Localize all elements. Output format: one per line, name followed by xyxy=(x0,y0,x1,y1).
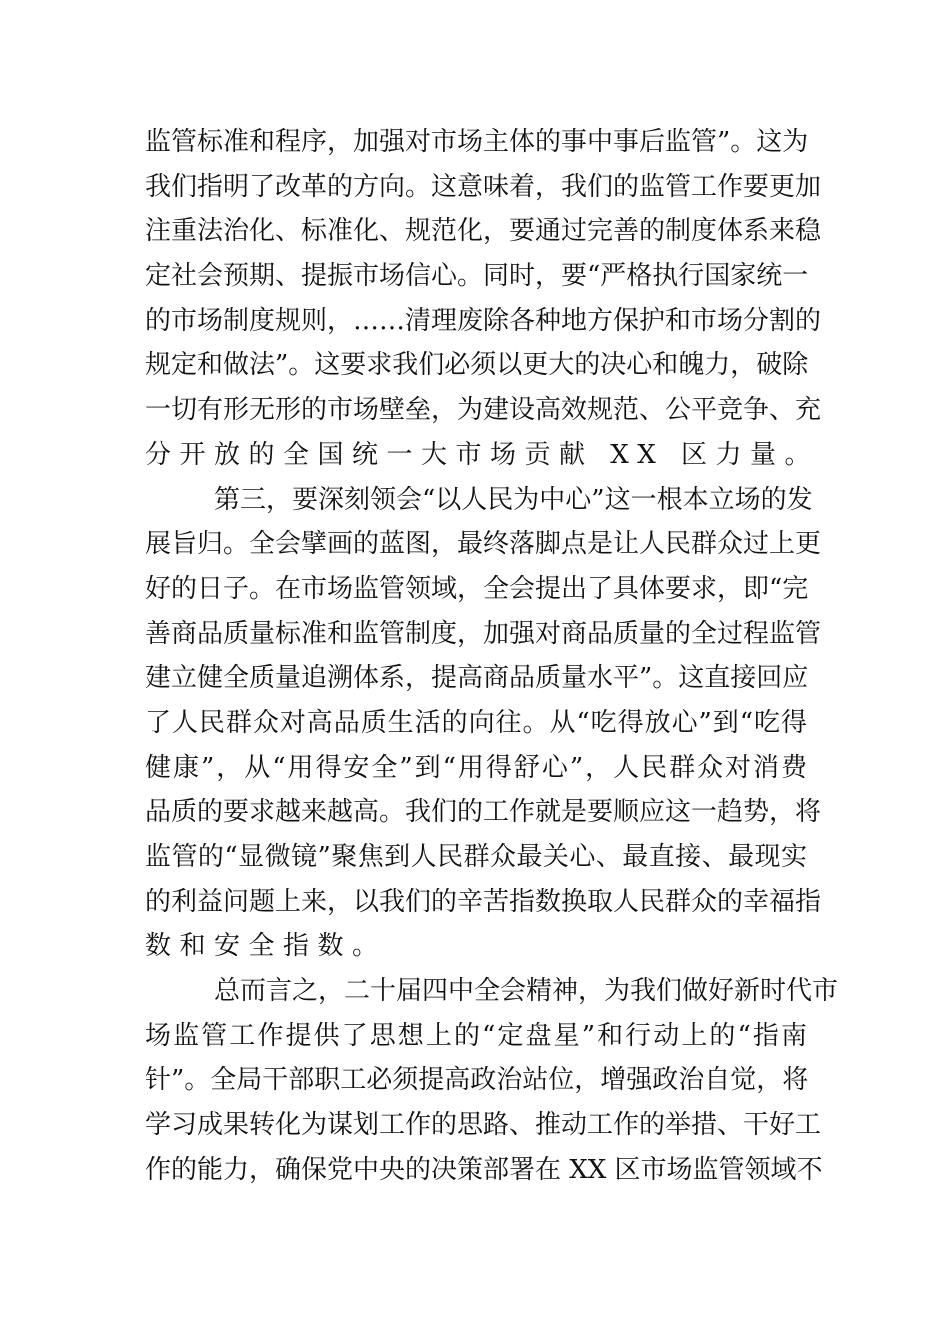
paragraph-people-centered xyxy=(145,478,822,970)
text-line: 总而言之，二十届四中全会精神，为我们做好新时代市 xyxy=(214,976,839,1007)
text-line: 规定和做法”。这要求我们必须以更大的决心和魄力，破除 xyxy=(145,350,809,381)
text-line: 数和安全指数。 xyxy=(145,931,387,962)
text-line: 展旨归。全会擘画的蓝图，最终落脚点是让人民群众过上更 xyxy=(145,529,822,560)
text-line: 的利益问题上来，以我们的辛苦指数换取人民群众的幸福指 xyxy=(145,886,822,917)
text-line: 针”。全局干部职工必须提高政治站位，增强政治自觉，将 xyxy=(145,1065,809,1096)
text-line: 建立健全质量追溯体系，提高商品质量水平”。这直接回应 xyxy=(145,663,809,694)
text-line: 我们指明了改革的方向。这意味着，我们的监管工作要更加 xyxy=(145,171,822,202)
text-line: 善商品质量标准和监管制度，加强对商品质量的全过程监管 xyxy=(145,618,822,649)
text-line: 分开放的全国统一大市场贡献 XX 区力量。 xyxy=(145,439,820,470)
text-line: 好的日子。在市场监管领域，全会提出了具体要求，即“完 xyxy=(145,573,809,604)
text-line: 的市场制度规则，……清理废除各种地方保护和市场分割的 xyxy=(145,305,822,336)
text-line: 监管的“显微镜”聚焦到人民群众最关心、最直接、最现实 xyxy=(145,842,807,872)
paragraph-conclusion xyxy=(145,969,839,1192)
text-line: 健康”，从“用得安全”到“用得舒心”，人民群众对消费 xyxy=(145,752,807,783)
text-line: 作的能力，确保党中央的决策部署在 XX 区市场监管领域不 xyxy=(145,1154,823,1185)
text-line: 注重法治化、标准化、规范化，要通过完善的制度体系来稳 xyxy=(145,216,822,247)
paragraph-market-rules xyxy=(145,120,822,478)
text-line: 监管标准和程序，加强对市场主体的事中事后监管”。这为 xyxy=(145,127,809,157)
text-line: 学习成果转化为谋划工作的思路、推动工作的举措、干好工 xyxy=(145,1110,822,1141)
text-line: 了人民群众对高品质生活的向往。从“吃得放心”到“吃得 xyxy=(145,707,807,738)
text-line: 场监管工作提供了思想上的“定盘星”和行动上的“指南 xyxy=(145,1020,807,1051)
text-line: 一切有形无形的市场壁垒，为建设高效规范、公平竞争、充 xyxy=(145,395,822,426)
text-line: 定社会预期、提振市场信心。同时，要“严格执行国家统一 xyxy=(145,261,809,292)
text-line: 品质的要求越来越高。我们的工作就是要顺应这一趋势，将 xyxy=(145,797,822,828)
document-body xyxy=(145,120,839,1193)
text-line: 第三，要深刻领会“以人民为中心”这一根本立场的发 xyxy=(214,484,813,515)
